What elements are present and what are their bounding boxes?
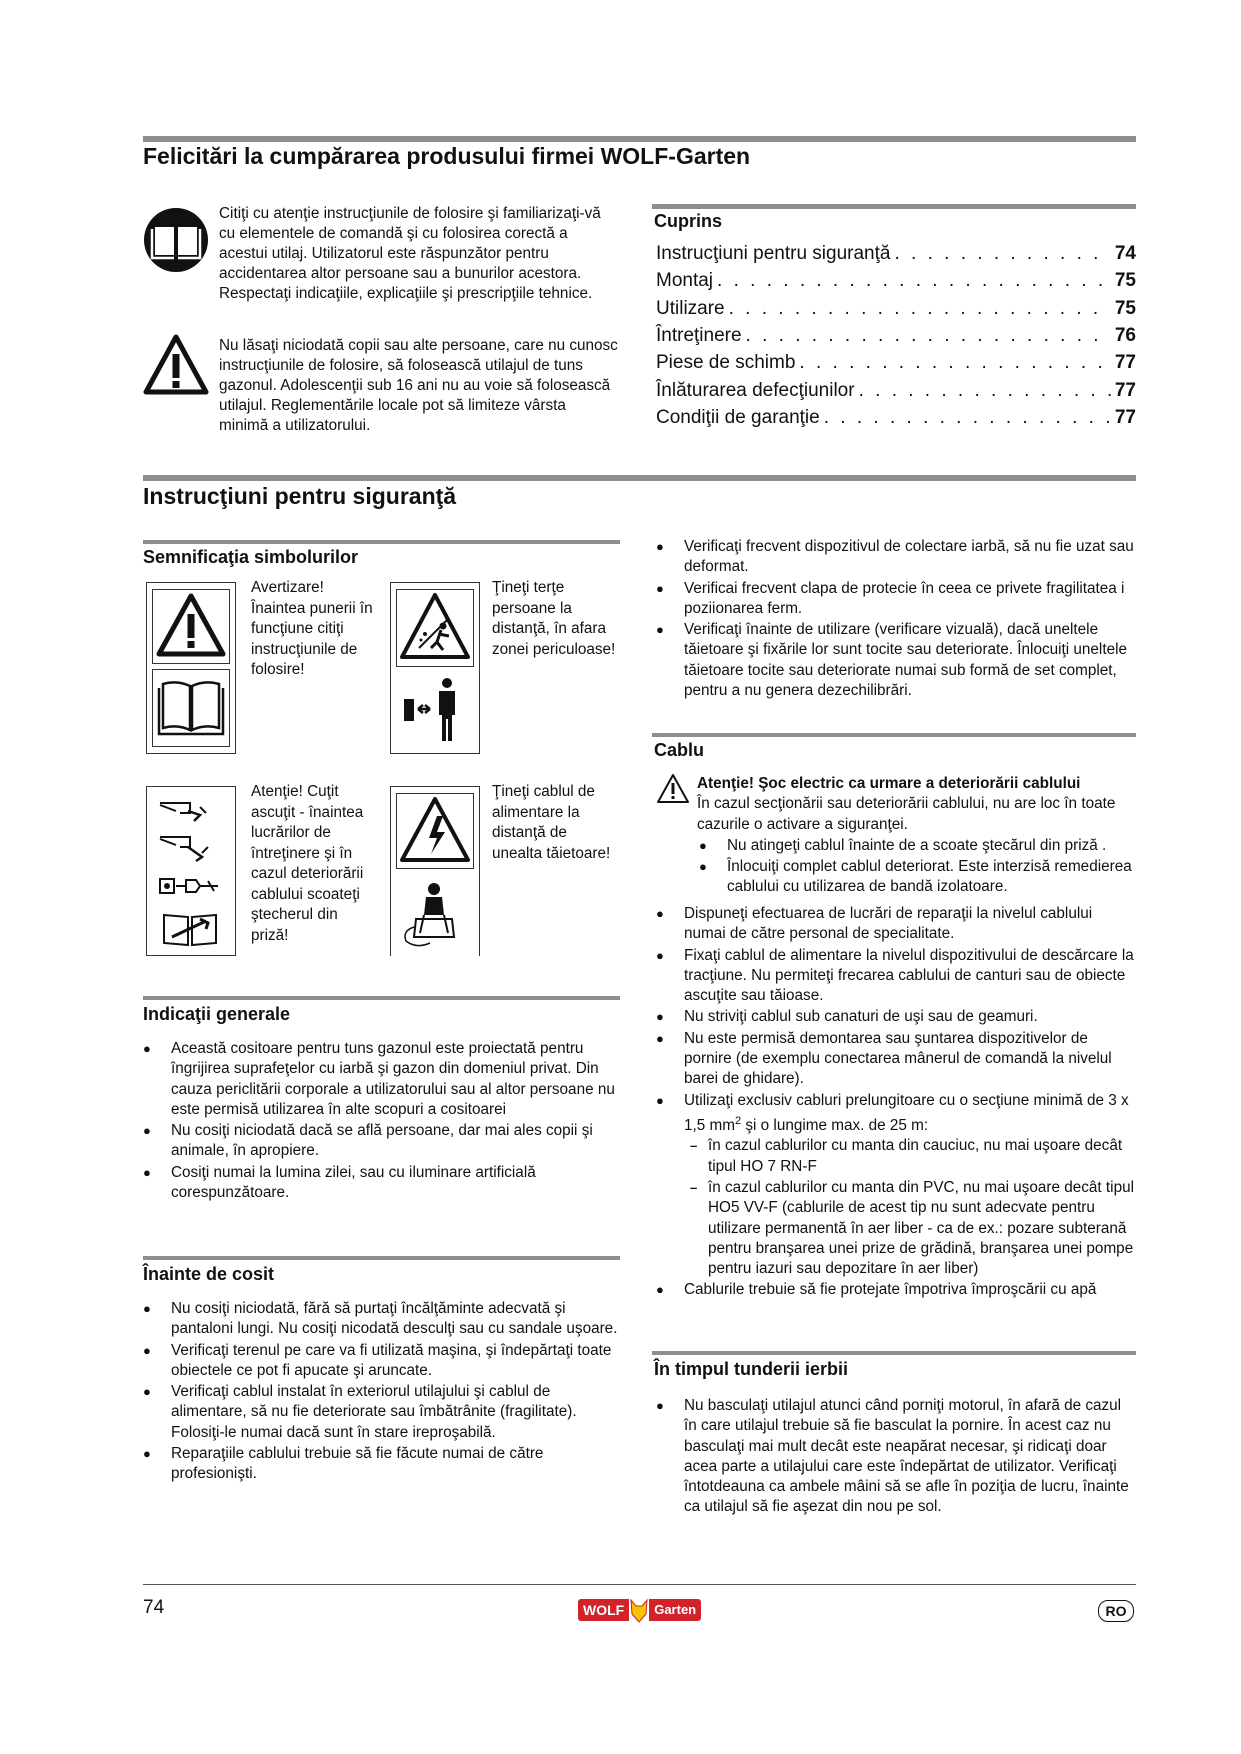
- before-title: Înainte de cosit: [143, 1264, 275, 1284]
- unplug-icon: [152, 873, 230, 903]
- book-icon: [143, 207, 209, 273]
- toc-entry-page: 76: [1114, 324, 1136, 346]
- toc-entry-page: 75: [1114, 297, 1136, 319]
- cable-warning-block: [697, 774, 1137, 898]
- toc-leader-dots: [717, 267, 1111, 294]
- general-title: Indicaţii generale: [143, 1004, 291, 1024]
- list-item: ● Nu cosiţi niciodată dacă se află persoane, dar mai ales copii şi animale, în apropiere.: [143, 1121, 620, 1162]
- dash-item: – în cazul cablurilor cu manta din PVC, nu mai uşoare decât tipul HO5 VV-F (cablurile de acest tip nu sunt adecvate pentru utilizare permanentă în aer liber - ca de ex.: pozare subterană pentru branşarea unei prize de grădină, branşarea unei pompe pentru iazuri sau depozitare în aer liber): [684, 1178, 1136, 1279]
- list-item-extension-cable: [656, 1091, 1136, 1280]
- wolf-garten-logo: [578, 1596, 696, 1624]
- general-rule: [143, 996, 620, 1000]
- electric-shock-icon: [396, 793, 474, 869]
- cable-warning-title: Atenţie! Şoc electric ca urmare a deteriorării cablului: [697, 775, 1081, 792]
- list-item: ● Cablurile trebuie să fie protejate împotriva împroşcării cu apă: [656, 1280, 1136, 1300]
- list-item: ● Verificaţi cablul instalat în exteriorul utilajului şi cablul de alimentare, să nu fie deteriorate sau îmbătrânite (fragilitate). Folosiţi-le numai dacă sunt în stare ireproşabilă.: [143, 1382, 620, 1443]
- symbols-rule: [143, 540, 620, 544]
- extension-text: Utilizaţi exclusiv cabluri prelungitoare cu o secţiune minimă de 3 x 1,5 mm: [684, 1091, 1129, 1135]
- thrown-objects-icon: [396, 589, 474, 667]
- extension-superscript: 2: [735, 1114, 742, 1127]
- toc-leader-dots: [824, 404, 1111, 431]
- toc-entry[interactable]: [656, 404, 1136, 431]
- safety-rule: [143, 475, 1136, 481]
- toc-entry[interactable]: [656, 295, 1136, 322]
- cable-warning-text: În cazul secţionării sau deteriorării cablului, nu are loc în toate cazurile o activare a siguranţei.: [697, 795, 1116, 833]
- list-item: ● Verificai frecvent clapa de protecie în ceea ce privete fragilitatea i poziionarea ferm.: [656, 579, 1136, 620]
- logo-garten: Garten: [649, 1599, 701, 1621]
- toc-entry-page: 77: [1114, 379, 1136, 401]
- cable-warning-sublist: [699, 836, 1137, 898]
- cable-mower-icon: [396, 875, 474, 953]
- cable-title: Cablu: [654, 740, 705, 760]
- symbol-box-cable-distance: [390, 786, 480, 956]
- maintenance-manual-icon: [152, 905, 230, 951]
- cable-list: [656, 904, 1136, 1302]
- book-icon: [152, 669, 230, 747]
- right-top-list: [656, 537, 1136, 702]
- toc-entry[interactable]: [656, 322, 1136, 349]
- list-item: ● Cosiţi numai la lumina zilei, sau cu iluminare artificială corespunzătoare.: [143, 1163, 620, 1204]
- list-item: ● Dispuneţi efectuarea de lucrări de reparaţii la nivelul cablului numai de către personal de specialitate.: [656, 904, 1136, 945]
- list-item: ● Nu cosiţi niciodată, fără să purtaţi încălţăminte adecvată şi pantaloni lungi. Nu cosiţi nicodată desculţi sau cu sandale uşoare.: [143, 1299, 620, 1340]
- safety-title: Instrucţiuni pentru siguranţă: [143, 483, 457, 509]
- top-rule: [143, 136, 1136, 142]
- symbol-box-sharp-blade: [146, 786, 236, 956]
- symbol-text-cable-distance: Ţineţi cablul de alimentare la distanţă de unealta tăietoare!: [492, 783, 611, 862]
- toc-entry[interactable]: [656, 349, 1136, 376]
- mowing-rule: [652, 1351, 1136, 1355]
- wolf-head-icon: [629, 1596, 649, 1624]
- toc-entry-label: Întreţinere: [656, 324, 742, 346]
- toc-rule: [652, 204, 1136, 209]
- toc-entry-page: 75: [1114, 270, 1136, 292]
- list-item: ● Verificaţi terenul pe care va fi utilizată maşina, şi îndepărtaţi toate obiectele ce pot fi apucate şi aruncate.: [143, 1341, 620, 1382]
- symbol-text-keep-distance: Ţineţi terţe persoane la distanţă, în afara zonei periculoase!: [492, 579, 616, 658]
- list-item: ● Nu atingeţi cablul înainte de a scoate ştecărul din priză .: [699, 836, 1137, 856]
- list-item: ● Fixaţi cablul de alimentare la nivelul dispozitivului de descărcare la tracţiune. Nu permiteţi frecarea cablului de canturi sau de obiecte ascuţite sau tăioase.: [656, 946, 1136, 1007]
- toc-entry-label: Instrucţiuni pentru siguranţă: [656, 243, 891, 264]
- toc-entry-label: Utilizare: [656, 297, 725, 319]
- toc-entry-label: Montaj: [656, 270, 714, 292]
- toc-leader-dots: [729, 295, 1111, 322]
- toc-leader-dots: [746, 322, 1111, 349]
- toc-entry-label: Înlăturarea defecţiunilor: [656, 379, 855, 401]
- toc-entry-page: 77: [1114, 406, 1136, 428]
- toc-entry-label: Piese de schimb: [656, 352, 796, 374]
- dash-item: – în cazul cablurilor cu manta din cauciuc, nu mai uşoare decât tipul HO 7 RN-F: [684, 1136, 1136, 1177]
- symbol-text-sharp-blade: Atenţie! Cuţit ascuţit - înaintea lucrărilor de întreţinere şi în cazul deteriorării cablului scoateţi ştecherul din priză!: [251, 783, 364, 944]
- warning-icon: [152, 589, 230, 664]
- toc-entry[interactable]: [656, 240, 1136, 267]
- toc-leader-dots: [859, 377, 1111, 404]
- language-badge: RO: [1098, 1600, 1134, 1622]
- extension-dash-list: [684, 1136, 1136, 1279]
- toc-entry-label: Condiţii de garanţie: [656, 406, 820, 428]
- extension-text-end: şi o lungime max. de 25 m:: [741, 1117, 929, 1135]
- list-item: ● Această cositoare pentru tuns gazonul este proiectată pentru îngrijirea suprafeţelor cu iarbă şi gazon din domeniul privat. Din cauza periclitării corporale a utilizatorului sau al altor persoane nu este permisă utilizarea în alte scopuri a cositoarei: [143, 1039, 620, 1120]
- mowing-list: [656, 1396, 1136, 1519]
- logo-wolf: WOLF: [578, 1599, 629, 1621]
- cable-warning-icon: [656, 773, 690, 805]
- cable-rule: [652, 733, 1136, 737]
- warning-icon: [143, 334, 209, 396]
- hand-blade-icon: [152, 791, 230, 871]
- before-rule: [143, 1256, 620, 1260]
- symbol-box-read-manual: [146, 582, 236, 754]
- toc-leader-dots: [894, 240, 1110, 267]
- symbol-box-keep-distance: [390, 582, 480, 754]
- person-distance-icon: [396, 671, 474, 747]
- list-item: ● Verificaţi înainte de utilizare (verificare vizuală), dacă uneltele tăietoare şi fixările lor sunt tocite sau deteriorate. Înlocuiţi uneltele tăietoare tocite sau deteriorate numai sub formă de set complet, pentru a nu genera dezechilibrări.: [656, 620, 1136, 701]
- footer-rule: [143, 1584, 1136, 1585]
- list-item: ● Nu este permisă demontarea sau şuntarea dispozitivelor de pornire (de exemplu conectarea mânerul de comandă la nivelul barei de ghidare).: [656, 1029, 1136, 1090]
- list-item: ● Înlocuiţi complet cablul deteriorat. Este interzisă remedierea cablului cu utilizarea de bandă izolatoare.: [699, 857, 1137, 898]
- toc-title: Cuprins: [654, 211, 723, 231]
- symbol-text-read-manual: Avertizare! Înaintea punerii în funcţiune citiţi instrucţiunile de folosire!: [251, 579, 373, 678]
- symbols-title: Semnificaţia simbolurilor: [143, 547, 359, 567]
- list-item: ● Nu basculaţi utilajul atunci când porniţi motorul, în afară de cazul în care utilajul trebuie să fie basculat la pornire. În acest caz nu basculaţi mai mult decât este neapărat necesar, şi ridicaţi doar acea parte a utilajului care este îndepărtat de utilizator. Verificaţi întotdeauna ca ambele mâini să se afle în poziţia de lucru, înainte ca utilajul să fie aşezat din nou pe sol.: [656, 1396, 1136, 1518]
- toc-entry[interactable]: [656, 267, 1136, 294]
- page-title: Felicitări la cumpărarea produsului firmei WOLF-Garten: [143, 143, 751, 169]
- toc-entry-page: 77: [1114, 352, 1136, 374]
- list-item: ● Reparaţiile cablului trebuie să fie făcute numai de către profesionişti.: [143, 1444, 620, 1485]
- toc-entry-page: 74: [1114, 243, 1136, 264]
- toc-entry[interactable]: [656, 377, 1136, 404]
- intro-paragraph-1: Citiţi cu atenţie instrucţiunile de folosire şi familiarizaţi-vă cu elementele de comandă şi cu folosirea corectă a acestui utilaj. Utilizatorul este răspunzător pentru accidentarea altor persoane sau a bunurilor acestora. Respectaţi indicaţiile, explicaţiile şi prescripţiile tehnice.: [219, 205, 601, 302]
- page-number: 74: [143, 1597, 165, 1618]
- general-list: [143, 1039, 620, 1204]
- before-list: [143, 1299, 620, 1486]
- intro-paragraph-2: Nu lăsaţi niciodată copii sau alte persoane, care nu cunosc instrucţiunile de folosire, să folosească utilajul de tuns gazonul. Adolescenţii sub 16 ani nu au voie să folosească utilajul. Reglementările locale pot să limiteze vârsta minimă a utilizatorului.: [219, 337, 618, 434]
- toc-leader-dots: [799, 349, 1110, 376]
- list-item: ● Nu striviţi cablul sub canaturi de uşi sau de geamuri.: [656, 1007, 1136, 1027]
- list-item: ● Verificaţi frecvent dispozitivul de colectare iarbă, să nu fie uzat sau deformat.: [656, 537, 1136, 578]
- mowing-title: În timpul tunderii ierbii: [654, 1359, 849, 1379]
